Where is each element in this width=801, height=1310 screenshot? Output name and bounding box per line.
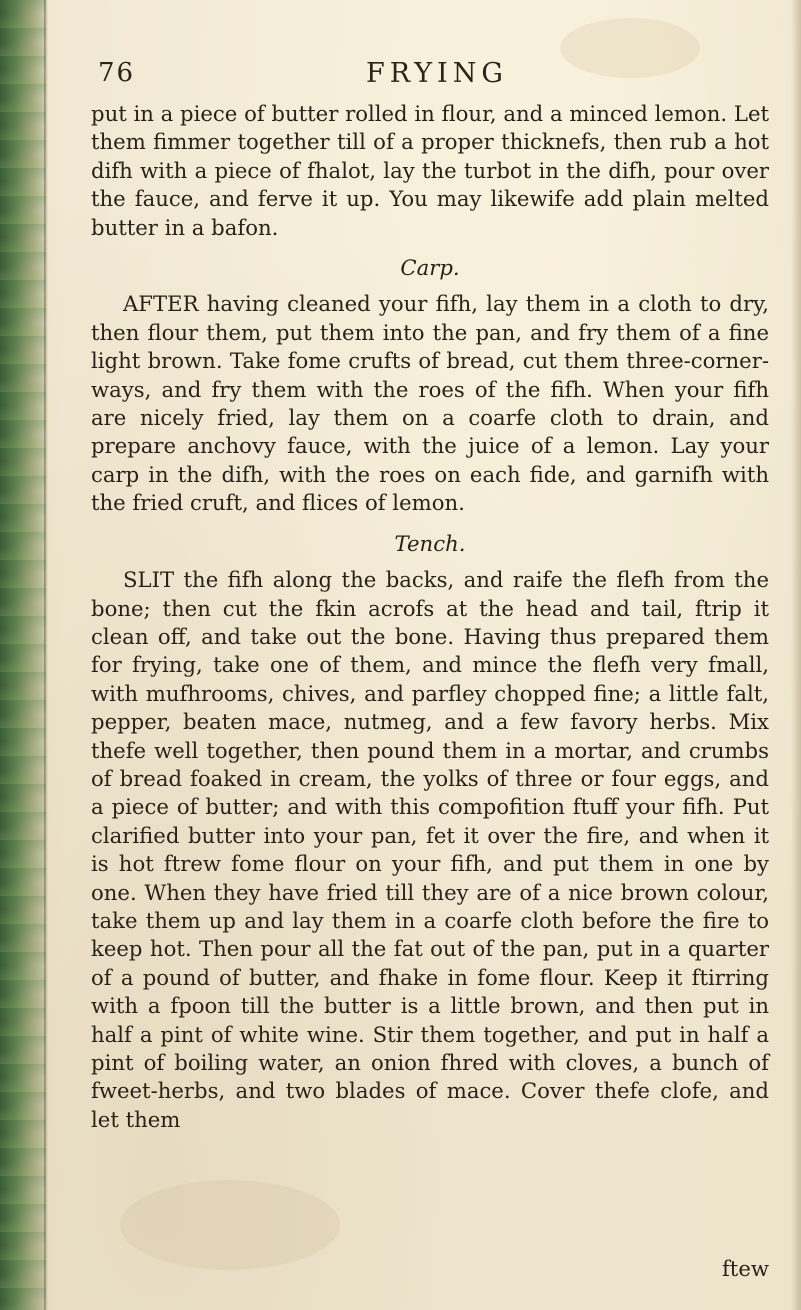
binding-shadow: [44, 0, 48, 1310]
recipe-heading-carp: Carp.: [400, 255, 460, 281]
page-header: [98, 58, 768, 90]
page-edge-shadow: [791, 0, 801, 1310]
page-number: 76: [98, 58, 136, 88]
paragraph-carp: AFTER having cleaned your fifh, lay them in a cloth to dry, then flour them, put them into the pan, and fry them of a fine light brown. Take fome crufts of bread, cut them three-corner-ways, and fry them with the roes of the fifh. When your fifh are nicely fried, lay them on a coarfe cloth to drain, and prepare anchovy fauce, with the juice of a lemon. Lay your carp in the difh, with the roes on each fide, and garnifh with the fried cruft, and flices of lemon.: [91, 291, 769, 516]
paragraph-continuation: put in a piece of butter rolled in flour, and a minced lemon. Let them fimmer together till of a proper thicknefs, then rub a hot difh with a piece of fhalot, lay the turbot in the difh, pour over the fauce, and ferve it up. You may likewife add plain melted butter in a bafon.: [91, 101, 769, 240]
running-head: FRYING: [366, 58, 508, 89]
paper-stain: [120, 1180, 340, 1270]
book-binding: [0, 0, 46, 1310]
main-text: [91, 100, 769, 1134]
recipe-heading-tench: Tench.: [394, 530, 466, 556]
catchword: ftew: [721, 1256, 769, 1281]
paragraph-tench: SLIT the fifh along the backs, and raife the flefh from the bone; then cut the fkin acrofs at the head and tail, ftrip it clean off, and take out the bone. Having thus prepared them for frying, take one of them, and mince the flefh very fmall, with mufhrooms, chives, and parfley chopped fine; a little falt, pepper, beaten mace, nutmeg, and a few favory herbs. Mix thefe well together, then pound them in a mortar, and crumbs of bread foaked in cream, the yolks of three or four eggs, and a piece of butter; and with this compofition ftuff your fifh. Put clarified butter into your pan, fet it over the fire, and when it is hot ftrew fome flour on your fifh, and put them in one by one. When they have fried till they are of a nice brown colour, take them up and lay them in a coarfe cloth before the fire to keep hot. Then pour all the fat out of the pan, put in a quarter of a pound of butter, and fhake in fome flour. Keep it ftirring with a fpoon till the butter is a little brown, and then put in half a pint of white wine. Stir them together, and put in half a pint of boiling water, an onion fhred with cloves, a bunch of fweet-herbs, and two blades of mace. Cover thefe clofe, and let them: [91, 567, 769, 1132]
